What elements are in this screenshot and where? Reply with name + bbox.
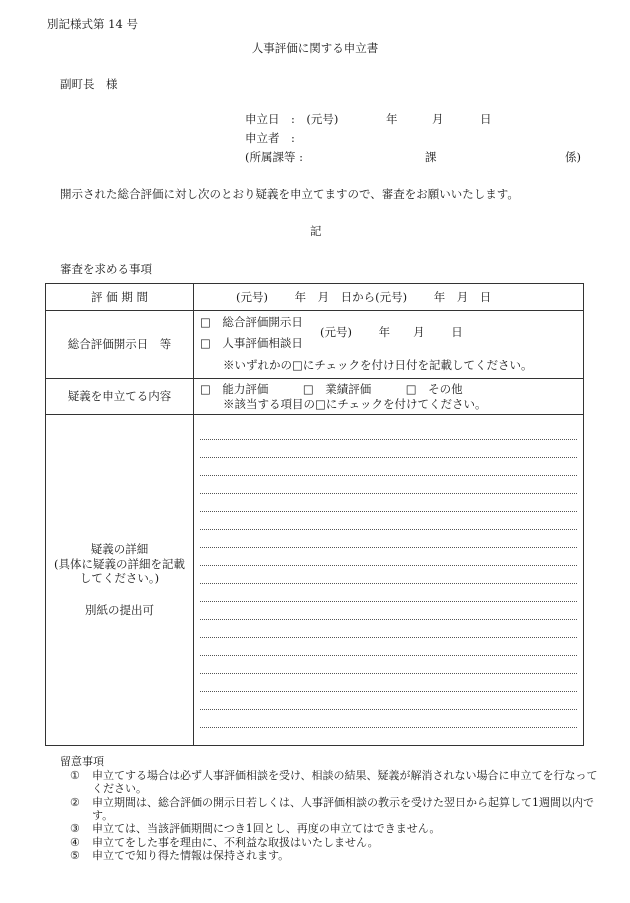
- form-number: 別記様式第 14 号: [47, 17, 138, 31]
- note-item: [70, 836, 600, 849]
- dotted-line: [200, 529, 577, 530]
- period-value: (元号) 年 月 日から(元号) 年 月 日: [236, 290, 492, 304]
- note-number: ②: [70, 795, 80, 809]
- content-cell[interactable]: [194, 379, 584, 415]
- detail-instruction-1: (具体に疑義の詳細を記載: [54, 556, 185, 571]
- note-text: 申立期間は、総合評価の開示日若しくは、人事評価相談の教示を受けた翌日から起算して1週間以内です。: [92, 795, 594, 822]
- note-text: 申立てをした事を理由に、不利益な取扱はいたしません。: [92, 835, 379, 849]
- disclosure-option-1[interactable]: □ 総合評価開示日: [200, 315, 303, 329]
- dotted-line: [200, 565, 577, 566]
- dotted-line: [200, 583, 577, 584]
- dotted-line: [200, 547, 577, 548]
- detail-row: [46, 415, 584, 746]
- dotted-line: [200, 691, 577, 692]
- note-number: ⑤: [70, 849, 80, 863]
- attachment-allowed: 別紙の提出可: [85, 603, 154, 618]
- applicant-name-label: 申立者 :: [245, 131, 295, 145]
- period-row: [46, 284, 584, 311]
- date-label: 申立日 : (元号): [245, 112, 339, 126]
- dotted-line: [200, 511, 577, 512]
- dotted-line: [200, 493, 577, 494]
- document-title: 人事評価に関する申立書: [251, 41, 379, 55]
- dotted-line: [200, 475, 577, 476]
- dotted-line: [200, 727, 577, 728]
- note-number: ③: [70, 822, 80, 836]
- period-value-cell[interactable]: [194, 284, 584, 311]
- period-label: 評 価 期 間: [46, 284, 194, 311]
- kakari-label: 係): [565, 150, 581, 164]
- note-item: [70, 822, 600, 835]
- dotted-line: [200, 655, 577, 656]
- date-month-label: 月: [432, 112, 444, 126]
- disclosure-date: (元号) 年 月 日: [320, 325, 463, 339]
- addressee: 副町長 様: [60, 77, 118, 91]
- note-number: ①: [70, 768, 80, 782]
- notes-section: [60, 755, 600, 863]
- section-title: 審査を求める事項: [60, 262, 152, 276]
- note-item: [70, 849, 600, 862]
- content-row: [46, 379, 584, 415]
- detail-label: 疑義の詳細: [90, 542, 149, 557]
- intro-text: 開示された総合評価に対し次のとおり疑義を申立てますので、審査をお願いいたします。: [60, 187, 519, 201]
- content-note: ※該当する項目の□にチェックを付けてください。: [223, 397, 487, 411]
- detail-label-cell: [46, 415, 194, 746]
- dotted-line: [200, 601, 577, 602]
- dotted-line: [200, 439, 577, 440]
- note-item: [70, 796, 600, 823]
- content-label: 疑義を申立てる内容: [46, 379, 194, 415]
- note-item: [70, 769, 600, 796]
- dotted-line: [200, 709, 577, 710]
- note-text: 申立ては、当該評価期間につき1回とし、再度の申立てはできません。: [92, 822, 441, 836]
- detail-entry-area[interactable]: [194, 415, 584, 746]
- ki-label: 記: [310, 224, 322, 238]
- disclosure-label: 総合評価開示日 等: [46, 311, 194, 379]
- date-year-label: 年: [386, 112, 398, 126]
- disclosure-option-2[interactable]: □ 人事評価相談日: [200, 336, 303, 350]
- dotted-line: [200, 673, 577, 674]
- disclosure-cell[interactable]: [194, 311, 584, 379]
- note-number: ④: [70, 835, 80, 849]
- date-day-label: 日: [480, 112, 492, 126]
- dotted-line: [200, 637, 577, 638]
- notes-heading: 留意事項: [60, 755, 104, 768]
- disclosure-note: ※いずれかの□にチェックを付け日付を記載してください。: [223, 358, 533, 372]
- department-label: (所属課等 :: [245, 150, 304, 164]
- request-table: [45, 283, 584, 746]
- note-text: 申立てで知り得た情報は保持されます。: [92, 849, 290, 863]
- dotted-line: [200, 457, 577, 458]
- content-options[interactable]: □ 能力評価 □ 業績評価 □ その他: [200, 382, 463, 396]
- detail-instruction-2: してください。): [79, 571, 160, 585]
- note-text: 申立てする場合は必ず人事評価相談を受け、相談の結果、疑義が解消されない場合に申立てを行なってください。: [92, 768, 598, 796]
- disclosure-row: [46, 311, 584, 379]
- ka-label: 課: [425, 150, 437, 164]
- dotted-line: [200, 619, 577, 620]
